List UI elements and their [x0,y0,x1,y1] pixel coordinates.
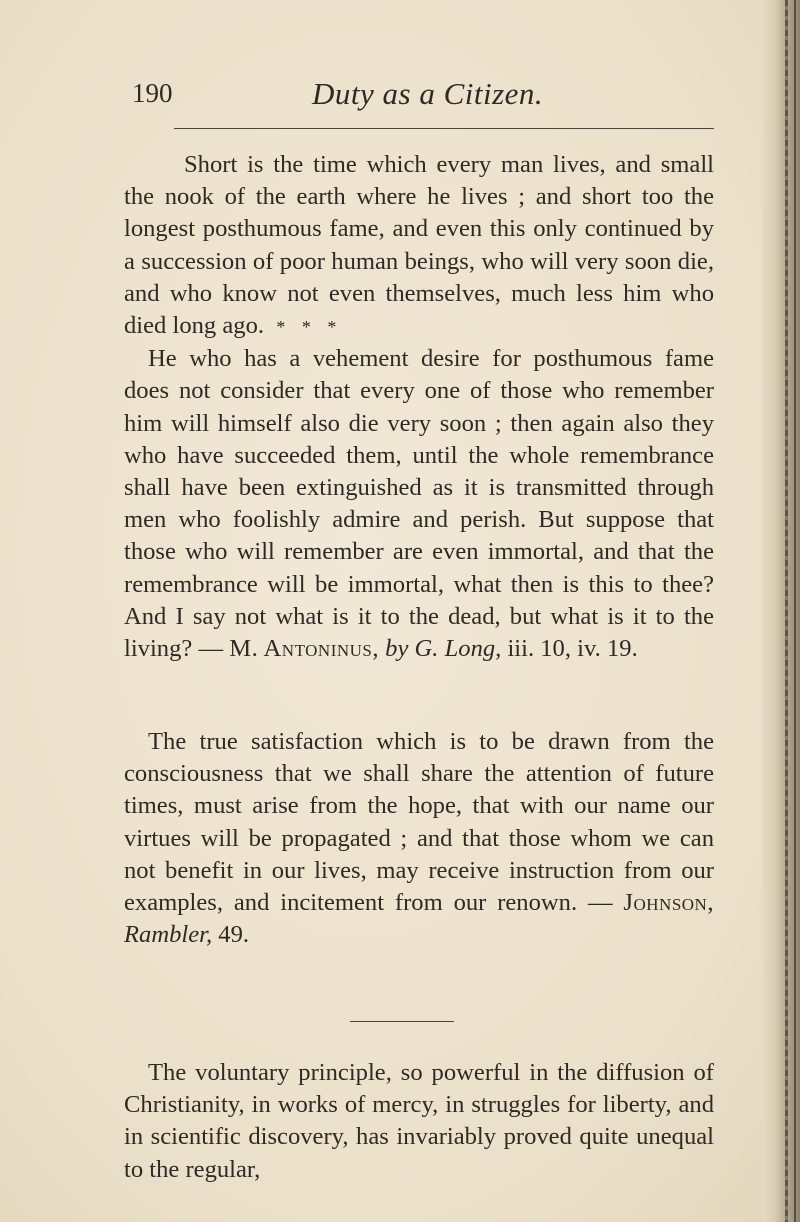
paragraph-text: Short is the time which every man lives, and small the nook of the earth where he lives ; and short too the longest posthumous fame, and even this only continued by a succession of poor human beings, who will very soon die, and who know not even themselves, much less him who died long ago. [124,151,714,340]
running-head [124,74,744,118]
section-divider [350,1021,454,1022]
paragraph-text: The voluntary principle, so powerful in the diffusion of Christianity, in works of mercy, in struggles for liberty, and in scientific discovery, has invariably proved quite unequal to the regular, [124,1059,714,1183]
attribution-work: Rambler, [124,921,213,949]
paragraph-text: He who has a vehement desire for posthumous fame does not consider that every one of those who remember him will himself also die very soon ; then again also they who have succeeded them, until the whole remembrance shall have been extinguished as it is transmitted through men who foolishly admire and perish. But suppose that those who will remember are even immortal, and that the remembrance will be immortal, what then is this to thee? And I say not what is it to the dead, but what is it to the living? — [124,345,714,663]
quote-johnson-paragraph [124,726,714,951]
attribution-translator: by G. Long, [385,635,502,663]
paragraph-text: The true satisfaction which is to be drawn from the consciousness that we shall share the attention of future times, must arise from the hope, that with our name our virtues will be propagated ; and that those whom we can not benefit in our lives, may receive instruction from our examples, and incitement from our renown. — [124,728,714,917]
attribution-author: Johnson, [623,889,714,917]
quote-voluntary-principle [124,1057,714,1186]
gutter-binding-edge [785,0,788,1222]
gutter-outer-edge [794,0,796,1222]
quote-antoninus [124,149,714,665]
attribution-reference: iii. 10, iv. 19. [507,635,638,663]
running-title: Duty as a Citizen. [312,76,544,111]
asterisks-ellipsis: * * * [276,317,343,338]
attribution-reference: 49. [218,921,250,949]
quote-antoninus-paragraph-2 [124,343,714,665]
attribution-author: M. Antoninus, [229,635,380,663]
quote-johnson [124,726,714,951]
quote-antoninus-paragraph-1 [124,149,714,343]
page-number: 190 [132,78,173,108]
quote-voluntary-paragraph [124,1057,714,1186]
header-rule [174,128,714,129]
